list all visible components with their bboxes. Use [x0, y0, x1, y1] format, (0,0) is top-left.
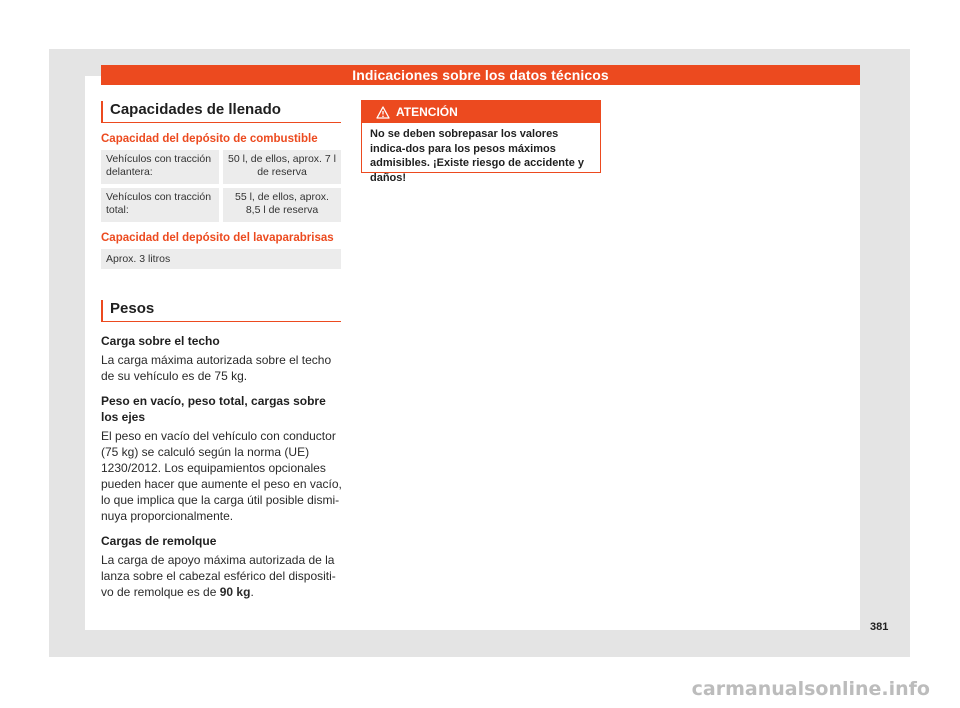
weight-text: El peso en vacío del vehículo con conductor (75 kg) se calculó según la norma (UE) 1230/2012. Los equipamientos opcionales pueden hacer que aumente el peso en vacío, lo que implica que la carga útil posible dismi-nuya proporcionalmente.	[101, 429, 342, 523]
warning-text: No se deben sobrepasar los valores indica-dos para los pesos máximos admisibles. ¡Existe riesgo de accidente y daños!	[370, 128, 584, 184]
washer-value: Aprox. 3 litros	[101, 249, 341, 269]
warning-box	[361, 100, 601, 184]
page-header	[101, 65, 860, 85]
table-row	[101, 188, 341, 222]
trailer-text	[101, 552, 346, 600]
section-title-capacidades: Capacidades de llenado	[101, 101, 341, 123]
page-number: 381	[870, 621, 889, 633]
trailer-value: 90 kg	[219, 585, 251, 599]
table-row	[101, 150, 341, 184]
warning-title: ATENCIÓN	[396, 105, 458, 119]
trailer-text-body: La carga de apoyo máxima autorizada de la lanza sobre el cabezal esférico del dispositi-vo de remolque es de	[101, 553, 336, 599]
header-title: Indicaciones sobre los datos técnicos	[352, 67, 609, 83]
roof-text: La carga máxima autorizada sobre el techo de su vehículo es de 75 kg.	[101, 353, 332, 383]
warning-triangle-icon	[376, 106, 390, 119]
fuel-row-label: Vehículos con tracción total:	[101, 188, 219, 222]
washer-heading: Capacidad del depósito del lavaparabrisas	[101, 232, 334, 244]
fuel-row-value: 50 l, de ellos, aprox. 7 l de reserva	[223, 150, 341, 184]
fuel-table	[101, 150, 341, 226]
pesos-content	[101, 333, 346, 609]
weight-heading: Peso en vacío, peso total, cargas sobre los ejes	[101, 394, 326, 424]
table-row	[101, 249, 341, 269]
fuel-row-label: Vehículos con tracción delantera:	[101, 150, 219, 184]
trailer-text-end: .	[250, 585, 254, 599]
watermark-text: carmanualsonline.info	[691, 678, 930, 700]
warning-header	[362, 101, 600, 123]
fuel-row-value: 55 l, de ellos, aprox. 8,5 l de reserva	[223, 188, 341, 222]
section-title-pesos: Pesos	[101, 300, 341, 322]
washer-table	[101, 249, 341, 273]
roof-heading: Carga sobre el techo	[101, 334, 220, 348]
trailer-heading: Cargas de remolque	[101, 534, 217, 548]
fuel-heading: Capacidad del depósito de combustible	[101, 133, 318, 145]
